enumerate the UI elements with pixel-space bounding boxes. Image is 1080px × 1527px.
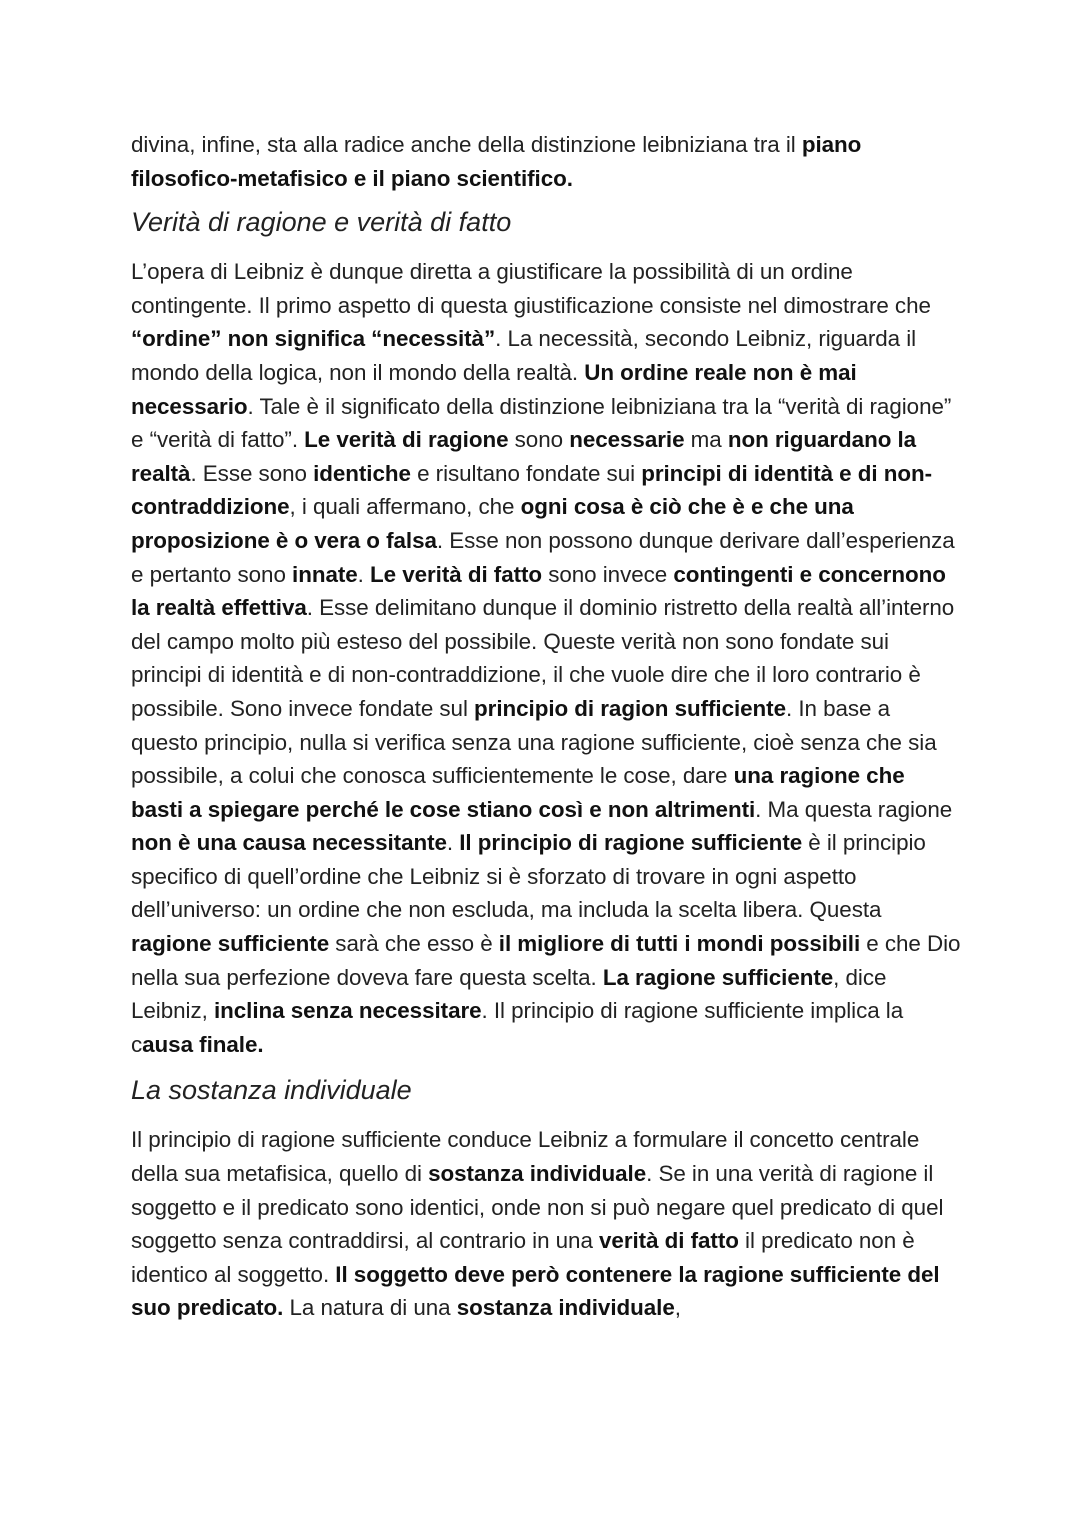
text-run: .	[446, 830, 460, 856]
bold-text: identiche	[313, 460, 411, 486]
bold-text: verità di fatto	[599, 1228, 739, 1254]
bold-text: principi di identità e di non-contraddizione	[131, 460, 933, 520]
bold-text: inclina senza necessitare	[213, 998, 482, 1024]
text-run: . Ma questa ragione	[755, 796, 953, 822]
text-run: , dice Leibniz,	[131, 964, 887, 1024]
bold-text: ragione sufficiente	[131, 931, 330, 957]
bold-text: una ragione che basti a spiegare perché le cose stiano così e non altrimenti	[131, 763, 905, 822]
text-run: . La necessità, secondo Leibniz, riguarda il mondo della logica, non il mondo della realtà.	[131, 326, 917, 385]
text-run: Il principio di ragione sufficiente conduce Leibniz a formulare il concetto centrale della sua metafisica, quello di	[131, 1127, 920, 1187]
text-run: . Esse non possono dunque derivare dall’esperienza e pertanto sono	[131, 527, 955, 587]
text-run: . Il principio di ragione sufficiente implica la c	[131, 998, 904, 1057]
text-run: il predicato non è identico al soggetto.	[131, 1228, 915, 1287]
bold-text: Le verità di ragione	[304, 427, 509, 453]
text-run: . Esse delimitano dunque il dominio ristretto della realtà all’interno del campo molto più esteso del possibile. Queste verità non sono fondate sui principi di identità e di non-contraddizione, il che vuole dire che il loro contrario è possibile. Sono invece fondate sul	[131, 595, 955, 721]
text-run: ,	[674, 1295, 681, 1321]
bold-text: Un ordine reale non è mai necessario	[131, 359, 857, 419]
text-run: e che Dio nella sua perfezione doveva fare questa scelta.	[131, 931, 961, 990]
text-run: . Esse sono	[190, 460, 314, 486]
text-run: , i quali affermano, che	[289, 494, 521, 520]
text-run: sono invece	[542, 561, 674, 587]
text-run: è il principio specifico di quell’ordine che Leibniz si è sforzato di trovare in ogni aspetto dell’universo: un ordine che non escluda, ma includa la scelta libera. Questa	[131, 830, 926, 923]
bold-text: non riguardano la realtà	[131, 427, 917, 486]
bold-text: contingenti e concernono la realtà effettiva	[131, 561, 946, 621]
bold-text: piano filosofico-metafisico e il piano scientifico.	[131, 132, 862, 191]
bold-text: sostanza individuale	[456, 1295, 675, 1321]
bold-text: ogni cosa è ciò che è e che una proposizione è o vera o falsa	[131, 494, 854, 553]
bold-text: innate	[292, 561, 358, 587]
text-run: . In base a questo principio, nulla si verifica senza una ragione sufficiente, cioè senza che sia possibile, a colui che conosca sufficientemente le cose, dare	[131, 695, 937, 789]
bold-text: Il principio di ragione sufficiente	[459, 830, 803, 856]
text-run: .	[357, 561, 371, 587]
text-run: ma	[684, 427, 728, 453]
text-run: sono	[508, 427, 570, 453]
bold-text: principio di ragion sufficiente	[474, 695, 786, 721]
bold-text: “ordine” non significa “necessità”	[131, 326, 496, 352]
bold-text: il migliore di tutti i mondi possibili	[498, 931, 861, 957]
bold-text: Le verità di fatto	[370, 561, 543, 587]
text-run: . Tale è il significato della distinzione leibniziana tra la “verità di ragione” e “verità di fatto”.	[131, 393, 952, 453]
text-run: sarà che esso è	[329, 931, 499, 957]
paragraph-sostanza	[131, 1123, 961, 1325]
bold-text: sostanza individuale	[428, 1161, 647, 1187]
bold-text: La ragione sufficiente	[602, 964, 834, 990]
section-heading-verita: Verità di ragione e verità di fatto	[131, 207, 512, 238]
bold-text: Il soggetto deve però contenere la ragione sufficiente del suo predicato.	[131, 1261, 940, 1321]
text-run: e risultano fondate sui	[410, 460, 642, 486]
bold-text: necessarie	[569, 427, 685, 453]
intro-paragraph	[131, 128, 961, 195]
paragraph-verita	[131, 255, 961, 1061]
text-run: . Se in una verità di ragione il soggetto e il predicato sono identici, onde non si può negare quel predicato di quel soggetto senza contraddirsi, al contrario in una	[131, 1161, 944, 1254]
text-run: L’opera di Leibniz è dunque diretta a giustificare la possibilità di un ordine contingente. Il primo aspetto di questa giustificazione consiste nel dimostrare che	[131, 259, 931, 318]
document-page	[131, 128, 961, 1325]
text-run: divina, infine, sta alla radice anche della distinzione leibniziana tra il	[131, 132, 802, 157]
bold-text: non è una causa necessitante	[131, 830, 447, 856]
bold-text: ausa finale.	[142, 1031, 264, 1057]
section-heading-sostanza: La sostanza individuale	[131, 1075, 412, 1106]
text-run: La natura di una	[283, 1295, 457, 1321]
